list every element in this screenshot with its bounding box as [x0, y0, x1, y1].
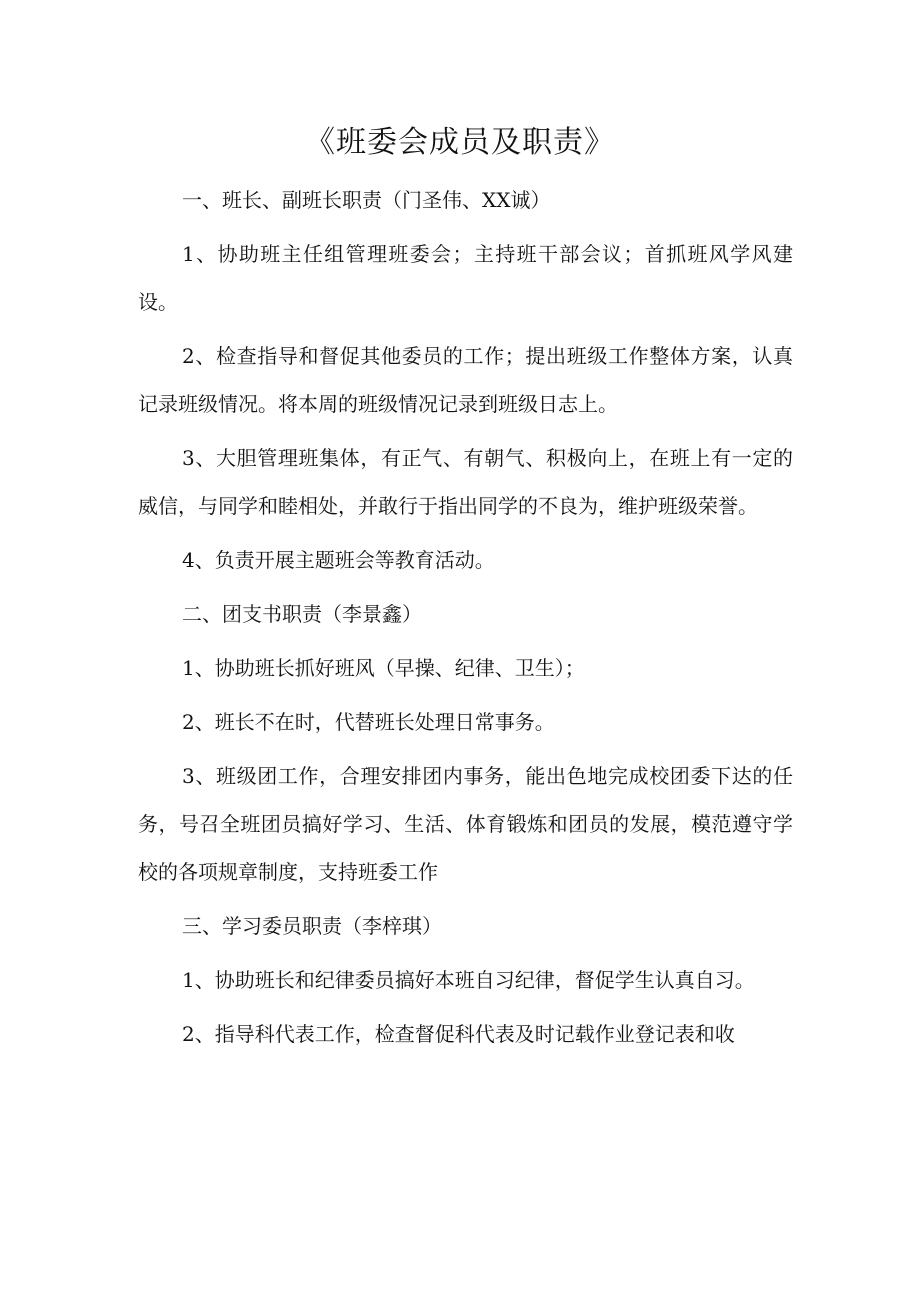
- paragraph-study-duty-2: 2、指导科代表工作，检查督促科代表及时记载作业登记表和收: [182, 1022, 735, 1046]
- paragraph-monitor-duty-1: 1、协助班主任组管理班委会；主持班干部会议；首抓班风学风建设。: [138, 242, 793, 314]
- section-heading-monitor: 一、班长、副班长职责（门圣伟、XX诚）: [182, 188, 551, 212]
- paragraph-monitor-duty-2: 2、检查指导和督促其他委员的工作；提出班级工作整体方案，认真记录班级情况。将本周的班级情况记录到班级日志上。: [138, 344, 793, 416]
- paragraph-league-duty-2: 2、班长不在时，代替班长处理日常事务。: [182, 710, 555, 734]
- paragraph-league-duty-3: 3、班级团工作，合理安排团内事务，能出色地完成校团委下达的任务，号召全班团员搞好学习、生活、体育锻炼和团员的发展，模范遵守学校的各项规章制度，支持班委工作: [138, 764, 793, 884]
- paragraph-study-duty-1: 1、协助班长和纪律委员搞好本班自习纪律，督促学生认真自习。: [182, 968, 755, 992]
- paragraph-league-duty-1: 1、协助班长抓好班风（早操、纪律、卫生）；: [182, 656, 585, 680]
- document-body: [138, 176, 793, 1064]
- section-heading-study-committee: 三、学习委员职责（李梓琪）: [182, 914, 442, 938]
- paragraph-monitor-duty-3: 3、大胆管理班集体，有正气、有朝气、积极向上，在班上有一定的威信，与同学和睦相处，并敢行于指出同学的不良为，维护班级荣誉。: [138, 446, 793, 518]
- section-heading-league-secretary: 二、团支书职责（李景鑫）: [182, 602, 422, 626]
- paragraph-monitor-duty-4: 4、负责开展主题班会等教育活动。: [182, 548, 495, 572]
- document-title: 《班委会成员及职责》: [305, 125, 615, 160]
